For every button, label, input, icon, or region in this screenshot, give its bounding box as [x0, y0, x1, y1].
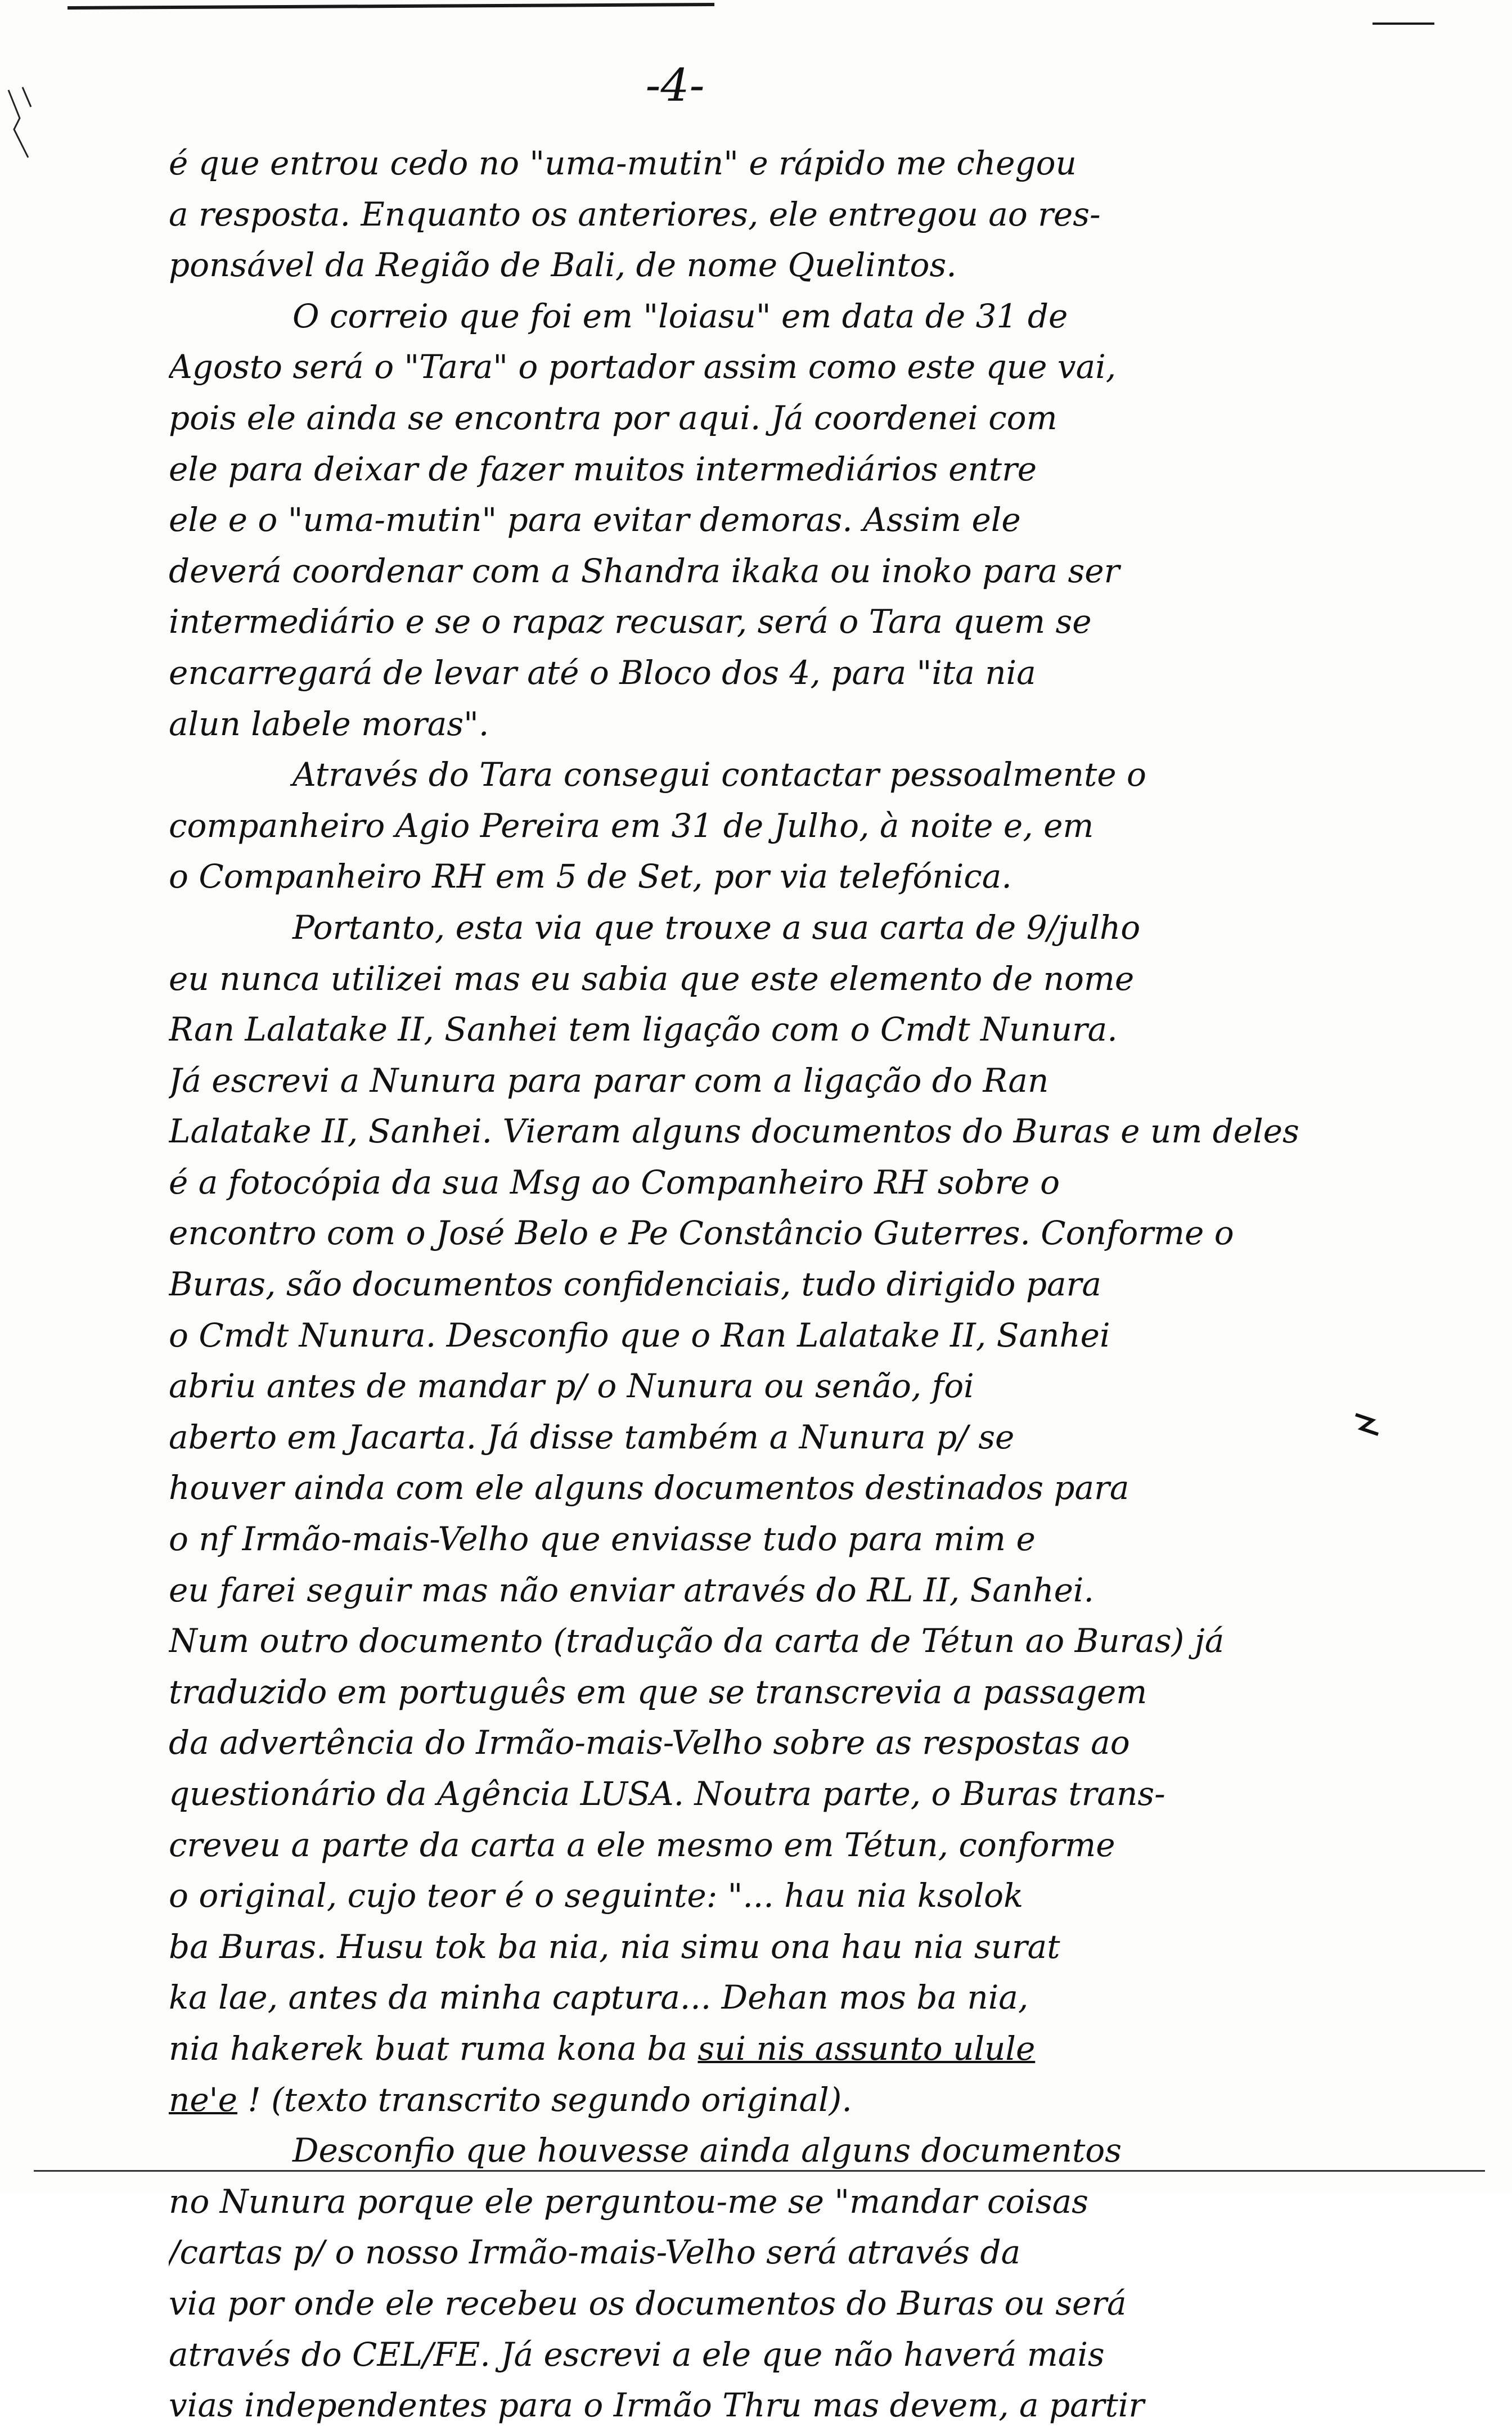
- line-text: intermediário e se o rapaz recusar, será o Tara quem se: [169, 602, 1092, 641]
- line-text: ba Buras. Husu tok ba nia, nia simu ona hau nia surat: [169, 1927, 1060, 1966]
- text-line: [169, 1055, 1378, 1106]
- text-line: [169, 1310, 1378, 1361]
- line-text: ele para deixar de fazer muitos intermediários entre: [169, 449, 1037, 488]
- line-text: Buras, são documentos confidenciais, tudo dirigido para: [169, 1265, 1101, 1304]
- text-line: [169, 189, 1378, 240]
- line-text: através do CEL/FE. Já escrevi a ele que não haverá mais: [169, 2335, 1105, 2374]
- line-text: vias independentes para o Irmão Thru mas devem, a partir: [169, 2386, 1145, 2425]
- text-line: [169, 546, 1378, 597]
- text-line: [169, 2227, 1378, 2278]
- line-text: Já escrevi a Nunura para parar com a ligação do Ran: [169, 1061, 1049, 1100]
- text-line: [169, 2023, 1378, 2074]
- line-text: eu farei seguir mas não enviar através do RL II, Sanhei.: [169, 1570, 1094, 1609]
- line-text: deverá coordenar com a Shandra ikaka ou inoko para ser: [169, 551, 1120, 590]
- text-line: [169, 341, 1378, 393]
- line-text: ponsável da Região de Bali, de nome Quelintos.: [169, 246, 957, 285]
- text-line: [169, 596, 1378, 647]
- text-line: [169, 2329, 1378, 2380]
- line-text: eu nunca utilizei mas eu sabia que este elemento de nome: [169, 959, 1135, 998]
- page-number: -4-: [645, 59, 705, 111]
- line-text: é que entrou cedo no "uma-mutin" e rápido me chegou: [169, 144, 1077, 182]
- text-line: [169, 1208, 1378, 1259]
- text-line: [169, 1412, 1378, 1463]
- line-text: o Companheiro RH em 5 de Set, por via telefónica.: [169, 857, 1012, 896]
- text-line: [169, 2380, 1378, 2431]
- text-line: [169, 444, 1378, 495]
- text-line: [169, 1157, 1378, 1208]
- line-text: ele e o "uma-mutin" para evitar demoras. Assim ele: [169, 501, 1021, 539]
- stray-ink-mark: [1350, 1406, 1384, 1440]
- line-text: ka lae, antes da minha captura... Dehan mos ba nia,: [169, 1978, 1029, 2017]
- line-text: abriu antes de mandar p/ o Nunura ou senão, foi: [169, 1367, 974, 1406]
- line-text: da advertência do Irmão-mais-Velho sobre as respostas ao: [169, 1723, 1130, 1762]
- text-line: [169, 1106, 1378, 1157]
- line-text: Através do Tara consegui contactar pessoalmente o: [292, 755, 1146, 794]
- handwritten-body: [169, 138, 1378, 2431]
- line-text: Agosto será o "Tara" o portador assim como este que vai,: [169, 348, 1117, 386]
- text-line: [169, 2074, 1378, 2126]
- text-line: [169, 2176, 1378, 2227]
- text-line: [169, 1462, 1378, 1514]
- line-text: no Nunura porque ele perguntou-me se "mandar coisas: [169, 2182, 1088, 2221]
- text-line: [169, 1361, 1378, 1412]
- underlined-text: sui nis assunto ulule: [698, 2029, 1036, 2068]
- underlined-text: ne'e: [169, 2080, 237, 2119]
- bottom-rule: [34, 2170, 1485, 2172]
- text-line: [169, 393, 1378, 444]
- line-text: o Cmdt Nunura. Desconfio que o Ran Lalatake II, Sanhei: [169, 1316, 1110, 1354]
- line-text: o nf Irmão-mais-Velho que enviasse tudo para mim e: [169, 1520, 1036, 1559]
- line-text: via por onde ele recebeu os documentos do Buras ou será: [169, 2284, 1127, 2322]
- scan-edge-right: [1372, 22, 1434, 25]
- text-line: [169, 953, 1378, 1005]
- line-text: alun labele moras".: [169, 704, 489, 743]
- text-line: [169, 494, 1378, 546]
- line-text: encarregará de levar até o Bloco dos 4, para "ita nia: [169, 653, 1036, 692]
- text-line: [169, 291, 1378, 342]
- line-text: creveu a parte da carta a ele mesmo em Tétun, conforme: [169, 1825, 1115, 1864]
- line-text: Portanto, esta via que trouxe a sua carta de 9/julho: [292, 908, 1141, 947]
- margin-pen-mark: [6, 84, 39, 163]
- text-line: [169, 1921, 1378, 1973]
- text-line: [169, 2278, 1378, 2329]
- line-text: questionário da Agência LUSA. Noutra parte, o Buras trans-: [169, 1775, 1166, 1813]
- line-text: encontro com o José Belo e Pe Constâncio Guterres. Conforme o: [169, 1214, 1234, 1253]
- line-text: o original, cujo teor é o seguinte: "... hau nia ksolok: [169, 1876, 1024, 1915]
- line-text-tail: ! (texto transcrito segundo original).: [237, 2080, 852, 2119]
- text-line: [169, 902, 1378, 953]
- text-line: [169, 1565, 1378, 1616]
- line-text: houver ainda com ele alguns documentos destinados para: [169, 1469, 1130, 1507]
- line-text: traduzido em português em que se transcrevia a passagem: [169, 1672, 1148, 1711]
- text-line: [169, 138, 1378, 189]
- line-text: Num outro documento (tradução da carta de Tétun ao Buras) já: [169, 1622, 1225, 1660]
- line-text: Desconfio que houvesse ainda alguns documentos: [292, 2131, 1122, 2170]
- line-text: nia hakerek buat ruma kona ba: [169, 2029, 698, 2068]
- text-line: [169, 1667, 1378, 1718]
- line-text: aberto em Jacarta. Já disse também a Nunura p/ se: [169, 1417, 1015, 1456]
- text-line: [169, 1820, 1378, 1871]
- text-line: [169, 1259, 1378, 1310]
- text-line: [169, 1972, 1378, 2023]
- text-line: [169, 1870, 1378, 1921]
- text-line: [169, 699, 1378, 750]
- text-line: [169, 1615, 1378, 1667]
- line-text: /cartas p/ o nosso Irmão-mais-Velho será através da: [169, 2233, 1021, 2272]
- text-line: [169, 800, 1378, 852]
- text-line: [169, 240, 1378, 291]
- text-line: [169, 1768, 1378, 1820]
- scan-edge-top: [68, 3, 714, 10]
- text-line: [169, 1514, 1378, 1565]
- line-text: O correio que foi em "loiasu" em data de 31 de: [292, 296, 1068, 335]
- line-text: Ran Lalatake II, Sanhei tem ligação com o Cmdt Nunura.: [169, 1010, 1118, 1049]
- text-line: [169, 647, 1378, 699]
- text-line: [169, 749, 1378, 800]
- text-line: [169, 851, 1378, 902]
- line-text: companheiro Agio Pereira em 31 de Julho, à noite e, em: [169, 806, 1094, 845]
- line-text: Lalatake II, Sanhei. Vieram alguns documentos do Buras e um deles: [169, 1112, 1299, 1151]
- line-text: a resposta. Enquanto os anteriores, ele entregou ao res-: [169, 195, 1101, 233]
- text-line: [169, 1717, 1378, 1768]
- line-text: pois ele ainda se encontra por aqui. Já coordenei com: [169, 398, 1058, 437]
- text-line: [169, 1004, 1378, 1055]
- line-text: é a fotocópia da sua Msg ao Companheiro RH sobre o: [169, 1163, 1060, 1201]
- text-line: [169, 2125, 1378, 2176]
